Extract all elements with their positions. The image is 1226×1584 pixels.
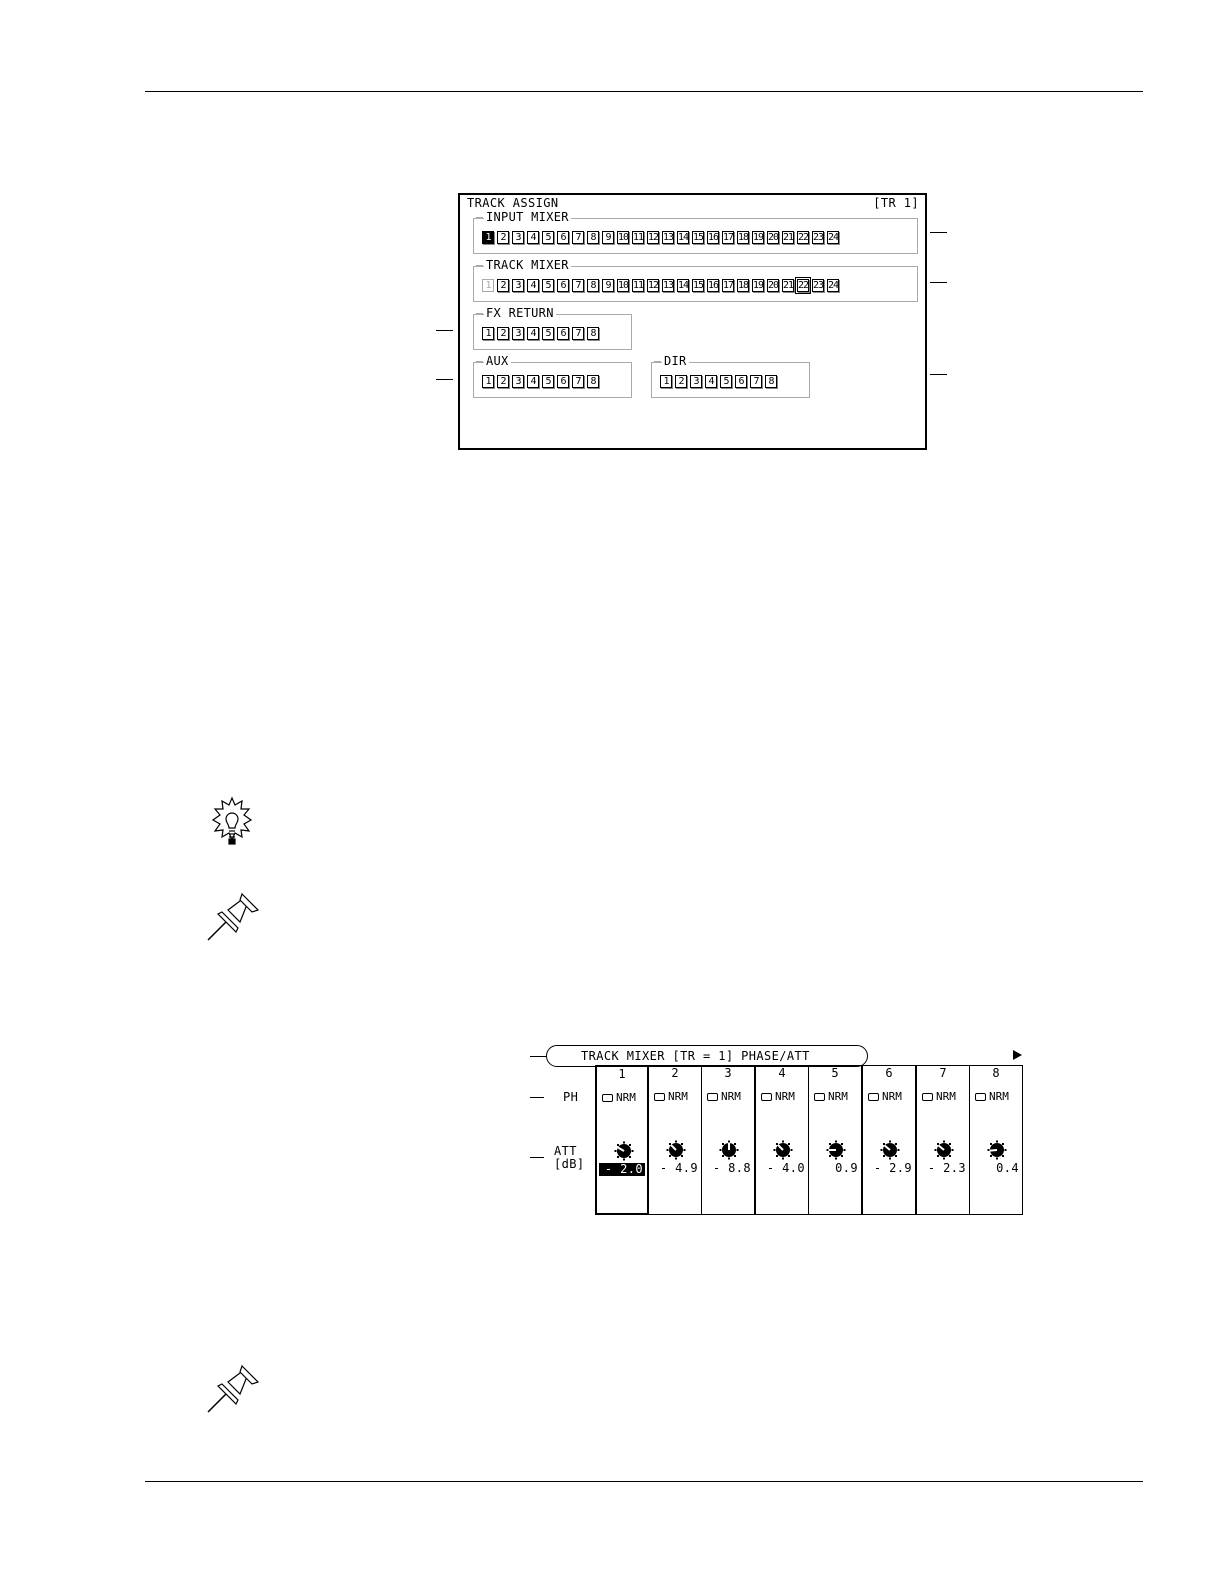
- att-value: - 8.8: [712, 1161, 751, 1175]
- assign-button-dir-2[interactable]: 2: [675, 375, 687, 388]
- channel-strip: [701, 1065, 755, 1215]
- assign-button-track-mixer-7[interactable]: 7: [572, 279, 584, 292]
- assign-button-fx-return-6[interactable]: 6: [557, 327, 569, 340]
- phase-value: NRM: [616, 1091, 636, 1104]
- assign-button-aux-5[interactable]: 5: [542, 375, 554, 388]
- assign-button-input-mixer-9[interactable]: 9: [602, 231, 614, 244]
- assign-button-track-mixer-4[interactable]: 4: [527, 279, 539, 292]
- aux-group: [473, 354, 632, 398]
- assign-button-aux-3[interactable]: 3: [512, 375, 524, 388]
- assign-button-input-mixer-22[interactable]: 22: [798, 232, 809, 243]
- assign-button-track-mixer-2[interactable]: 2: [497, 279, 509, 292]
- assign-button-track-mixer-13[interactable]: 13: [663, 280, 674, 291]
- channel-number: 3: [724, 1066, 732, 1080]
- assign-button-track-mixer-10[interactable]: 10: [618, 280, 629, 291]
- assign-button-input-mixer-17[interactable]: 17: [723, 232, 734, 243]
- assign-button-track-mixer-20[interactable]: 20: [768, 280, 779, 291]
- assign-button-fx-return-4[interactable]: 4: [527, 327, 539, 340]
- att-label: ATT: [554, 1144, 577, 1158]
- fx-return-label: FX RETURN: [486, 306, 554, 320]
- assign-button-fx-return-7[interactable]: 7: [572, 327, 584, 340]
- assign-button-track-mixer-16[interactable]: 16: [708, 280, 719, 291]
- assign-button-input-mixer-14[interactable]: 14: [678, 232, 689, 243]
- assign-button-track-mixer-11[interactable]: 11: [633, 280, 644, 291]
- att-knob-icon[interactable]: [987, 1140, 1007, 1160]
- assign-button-input-mixer-5[interactable]: 5: [542, 231, 554, 244]
- channel-strip: [595, 1065, 649, 1215]
- phase-switch-icon: [602, 1094, 613, 1102]
- fx-return-buttons: [482, 327, 599, 340]
- phase-switch-icon: [868, 1093, 879, 1101]
- assign-button-input-mixer-13[interactable]: 13: [663, 232, 674, 243]
- phase-att-header: TRACK MIXER [TR = 1] PHASE/ATT: [581, 1049, 810, 1063]
- assign-button-fx-return-1[interactable]: 1: [482, 327, 494, 340]
- att-knob-icon[interactable]: [826, 1140, 846, 1160]
- callout-line: [530, 1157, 544, 1158]
- dir-label: DIR: [664, 354, 687, 368]
- assign-button-dir-4[interactable]: 4: [705, 375, 717, 388]
- page-right-arrow-icon[interactable]: [1013, 1050, 1022, 1060]
- channel-number: 6: [885, 1066, 893, 1080]
- phase-switch[interactable]: [761, 1091, 795, 1103]
- assign-button-track-mixer-23[interactable]: 23: [813, 280, 824, 291]
- input-mixer-group: [473, 210, 918, 254]
- assign-button-dir-7[interactable]: 7: [750, 375, 762, 388]
- assign-button-input-mixer-23[interactable]: 23: [813, 232, 824, 243]
- assign-button-fx-return-3[interactable]: 3: [512, 327, 524, 340]
- track-indicator: [TR 1]: [873, 196, 919, 210]
- att-knob-icon[interactable]: [666, 1140, 686, 1160]
- callout-line: [436, 379, 453, 380]
- att-knob-icon[interactable]: [934, 1140, 954, 1160]
- assign-button-input-mixer-1[interactable]: 1: [482, 231, 494, 244]
- channel-strip: [808, 1065, 862, 1215]
- phase-value: NRM: [721, 1090, 741, 1103]
- phase-value: NRM: [936, 1090, 956, 1103]
- att-value: - 2.3: [927, 1161, 966, 1175]
- channel-number: 5: [831, 1066, 839, 1080]
- lightbulb-tip-icon: [205, 795, 259, 853]
- channel-number: 4: [778, 1066, 786, 1080]
- assign-button-input-mixer-2[interactable]: 2: [497, 231, 509, 244]
- phase-switch[interactable]: [814, 1091, 848, 1103]
- att-value: - 2.9: [873, 1161, 912, 1175]
- track-mixer-group: [473, 258, 918, 302]
- phase-switch[interactable]: [975, 1091, 1009, 1103]
- phase-switch-icon: [707, 1093, 718, 1101]
- assign-button-track-mixer-9[interactable]: 9: [602, 279, 614, 292]
- assign-button-track-mixer-21[interactable]: 21: [783, 280, 794, 291]
- phase-switch-icon: [814, 1093, 825, 1101]
- assign-button-input-mixer-16[interactable]: 16: [708, 232, 719, 243]
- footer-rule: [145, 1481, 1143, 1482]
- dir-group: [651, 354, 810, 398]
- aux-label: AUX: [486, 354, 509, 368]
- phase-switch[interactable]: [868, 1091, 902, 1103]
- assign-button-aux-4[interactable]: 4: [527, 375, 539, 388]
- channel-number: 8: [992, 1066, 1000, 1080]
- assign-button-input-mixer-20[interactable]: 20: [768, 232, 779, 243]
- att-value: - 4.0: [766, 1161, 805, 1175]
- callout-line: [930, 282, 947, 283]
- att-value: 0.4: [980, 1161, 1019, 1175]
- callout-line: [930, 232, 947, 233]
- assign-button-input-mixer-18[interactable]: 18: [738, 232, 749, 243]
- assign-button-track-mixer-19[interactable]: 19: [753, 280, 764, 291]
- assign-button-aux-8[interactable]: 8: [587, 375, 599, 388]
- callout-line: [530, 1056, 546, 1057]
- assign-button-dir-8[interactable]: 8: [765, 375, 777, 388]
- channel-number: 2: [671, 1066, 679, 1080]
- track-mixer-label: TRACK MIXER: [486, 258, 569, 272]
- callout-line: [436, 330, 453, 331]
- assign-button-track-mixer-3[interactable]: 3: [512, 279, 524, 292]
- assign-button-input-mixer-11[interactable]: 11: [633, 232, 644, 243]
- assign-button-fx-return-2[interactable]: 2: [497, 327, 509, 340]
- channel-number: 1: [618, 1067, 626, 1081]
- assign-button-input-mixer-8[interactable]: 8: [587, 231, 599, 244]
- att-value: - 4.9: [659, 1161, 698, 1175]
- assign-button-input-mixer-15[interactable]: 15: [693, 232, 704, 243]
- assign-button-dir-3[interactable]: 3: [690, 375, 702, 388]
- callout-line: [530, 1097, 544, 1098]
- channel-strip: [916, 1065, 970, 1215]
- assign-button-track-mixer-17[interactable]: 17: [723, 280, 734, 291]
- phase-switch-icon: [761, 1093, 772, 1101]
- assign-button-track-mixer-12[interactable]: 12: [648, 280, 659, 291]
- header-rule: [145, 91, 1143, 92]
- track-mixer-buttons: [482, 279, 839, 292]
- assign-button-track-mixer-8[interactable]: 8: [587, 279, 599, 292]
- phase-value: NRM: [828, 1090, 848, 1103]
- input-mixer-label: INPUT MIXER: [486, 210, 569, 224]
- phase-switch-icon: [922, 1093, 933, 1101]
- assign-button-input-mixer-19[interactable]: 19: [753, 232, 764, 243]
- screen-title: TRACK ASSIGN: [467, 196, 559, 210]
- callout-line: [930, 374, 947, 375]
- phase-switch[interactable]: [654, 1091, 688, 1103]
- att-knob-icon[interactable]: [773, 1140, 793, 1160]
- assign-button-dir-5[interactable]: 5: [720, 375, 732, 388]
- assign-button-input-mixer-6[interactable]: 6: [557, 231, 569, 244]
- phase-switch-icon: [654, 1093, 665, 1101]
- assign-button-track-mixer-5[interactable]: 5: [542, 279, 554, 292]
- att-value[interactable]: - 2.0: [599, 1163, 645, 1176]
- aux-buttons: [482, 375, 599, 388]
- phase-switch-icon: [975, 1093, 986, 1101]
- phase-value: NRM: [989, 1090, 1009, 1103]
- track-assign-screen: [458, 193, 927, 450]
- assign-button-track-mixer-15[interactable]: 15: [693, 280, 704, 291]
- ph-label: PH: [563, 1090, 579, 1104]
- channel-strip: [648, 1065, 702, 1215]
- phase-switch[interactable]: [707, 1091, 741, 1103]
- assign-button-input-mixer-21[interactable]: 21: [783, 232, 794, 243]
- assign-button-input-mixer-10[interactable]: 10: [618, 232, 629, 243]
- channel-number: 7: [939, 1066, 947, 1080]
- assign-button-track-mixer-14[interactable]: 14: [678, 280, 689, 291]
- assign-button-aux-7[interactable]: 7: [572, 375, 584, 388]
- channel-strip: [755, 1065, 809, 1215]
- fx-return-group: [473, 306, 632, 350]
- assign-button-fx-return-5[interactable]: 5: [542, 327, 554, 340]
- att-knob-icon[interactable]: [719, 1140, 739, 1160]
- assign-button-input-mixer-24[interactable]: 24: [828, 232, 839, 243]
- att-knob-icon[interactable]: [614, 1141, 634, 1161]
- pushpin-note-icon: [202, 1360, 264, 1416]
- assign-button-track-mixer-1[interactable]: 1: [482, 279, 494, 292]
- phase-value: NRM: [775, 1090, 795, 1103]
- assign-button-input-mixer-4[interactable]: 4: [527, 231, 539, 244]
- channel-strip: [969, 1065, 1023, 1215]
- assign-button-input-mixer-3[interactable]: 3: [512, 231, 524, 244]
- assign-button-track-mixer-24[interactable]: 24: [828, 280, 839, 291]
- channel-strip: [862, 1065, 916, 1215]
- att-knob-icon[interactable]: [880, 1140, 900, 1160]
- assign-button-track-mixer-18[interactable]: 18: [738, 280, 749, 291]
- assign-button-dir-6[interactable]: 6: [735, 375, 747, 388]
- att-value: 0.9: [819, 1161, 858, 1175]
- assign-button-input-mixer-7[interactable]: 7: [572, 231, 584, 244]
- assign-button-fx-return-8[interactable]: 8: [587, 327, 599, 340]
- phase-switch[interactable]: [922, 1091, 956, 1103]
- assign-button-aux-1[interactable]: 1: [482, 375, 494, 388]
- assign-button-track-mixer-22[interactable]: 22: [798, 280, 809, 291]
- dir-buttons: [660, 375, 777, 388]
- assign-button-dir-1[interactable]: 1: [660, 375, 672, 388]
- assign-button-aux-2[interactable]: 2: [497, 375, 509, 388]
- assign-button-track-mixer-6[interactable]: 6: [557, 279, 569, 292]
- assign-button-input-mixer-12[interactable]: 12: [648, 232, 659, 243]
- phase-value: NRM: [668, 1090, 688, 1103]
- assign-button-aux-6[interactable]: 6: [557, 375, 569, 388]
- phase-switch[interactable]: [602, 1092, 636, 1104]
- pushpin-note-icon: [202, 888, 264, 944]
- phase-value: NRM: [882, 1090, 902, 1103]
- input-mixer-buttons: [482, 231, 839, 244]
- att-unit: [dB]: [554, 1157, 585, 1171]
